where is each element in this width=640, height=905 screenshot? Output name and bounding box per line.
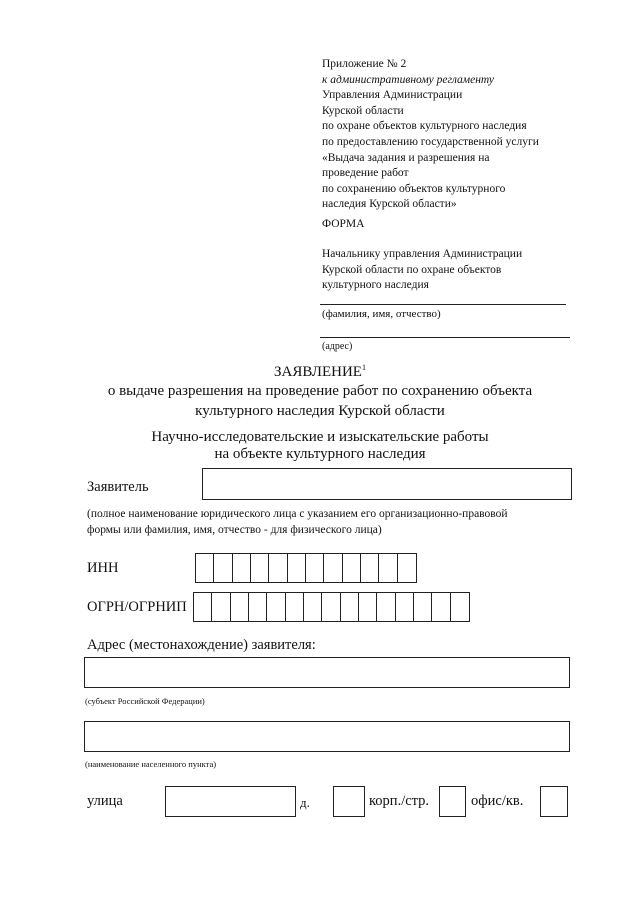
- inn-digit-cell[interactable]: [398, 554, 416, 582]
- subject-field[interactable]: [84, 657, 570, 688]
- addressee-line: Начальнику управления Администрации: [322, 248, 523, 260]
- ogrn-digit-cell[interactable]: [341, 593, 359, 621]
- addressee-line: культурного наследия: [322, 279, 429, 292]
- title-line-1: о выдаче разрешения на проведение работ по сохранению объекта: [107, 383, 533, 399]
- settlement-field[interactable]: [84, 721, 570, 752]
- appendix-line: к административному регламенту: [322, 73, 495, 86]
- applicant-caption: [87, 506, 577, 538]
- inn-field[interactable]: [195, 553, 417, 583]
- building-label: корп./стр.: [369, 793, 430, 809]
- title-line-2: культурного наследия Курской области: [195, 403, 445, 419]
- ogrn-digit-cell[interactable]: [267, 593, 285, 621]
- address-caption: (адрес): [322, 341, 353, 352]
- settlement-caption: (наименование населенного пункта): [85, 759, 217, 769]
- ogrn-digit-cell[interactable]: [396, 593, 414, 621]
- title-footnote: 1: [361, 363, 366, 372]
- ogrn-digit-cell[interactable]: [451, 593, 469, 621]
- address-line[interactable]: [320, 337, 570, 338]
- ogrn-digit-cell[interactable]: [286, 593, 304, 621]
- house-label: д.: [300, 795, 310, 810]
- inn-digit-cell[interactable]: [343, 554, 361, 582]
- ogrn-digit-cell[interactable]: [231, 593, 249, 621]
- applicant-field[interactable]: [202, 468, 572, 500]
- appendix-line: проведение работ: [322, 167, 409, 180]
- appendix-line: по сохранению объектов культурного: [322, 182, 506, 195]
- applicant-caption-line-1: (полное наименование юридического лица с указанием его организационно-правовой: [87, 508, 508, 520]
- inn-digit-cell[interactable]: [324, 554, 342, 582]
- appendix-line: Приложение № 2: [322, 58, 407, 70]
- ogrn-digit-cell[interactable]: [377, 593, 395, 621]
- street-label: улица: [87, 793, 123, 809]
- form-label: ФОРМА: [322, 218, 365, 230]
- office-field[interactable]: [540, 786, 568, 817]
- appendix-line: «Выдача задания и разрешения на: [322, 151, 490, 164]
- appendix-line: по охране объектов культурного наследия: [322, 120, 527, 133]
- inn-digit-cell[interactable]: [233, 554, 251, 582]
- subject-caption: (субъект Российской Федерации): [85, 696, 205, 706]
- work-type-line-2: на объекте культурного наследия: [214, 446, 426, 462]
- work-type-line-1: Научно-исследовательские и изыскательские работы: [151, 429, 489, 445]
- ogrn-digit-cell[interactable]: [322, 593, 340, 621]
- ogrn-digit-cell[interactable]: [194, 593, 212, 621]
- ogrn-digit-cell[interactable]: [414, 593, 432, 621]
- ogrn-digit-cell[interactable]: [212, 593, 230, 621]
- applicant-caption-line-2: формы или фамилия, имя, отчество - для физического лица): [87, 524, 382, 536]
- title-heading: ЗАЯВЛЕНИЕ: [274, 364, 362, 380]
- ogrn-digit-cell[interactable]: [304, 593, 322, 621]
- appendix-header: [322, 57, 622, 213]
- addressee-line: Курской области по охране объектов: [322, 263, 502, 276]
- inn-digit-cell[interactable]: [379, 554, 397, 582]
- address-heading: Адрес (местонахождение) заявителя:: [87, 637, 316, 653]
- title-description: [0, 381, 640, 421]
- inn-digit-cell[interactable]: [196, 554, 214, 582]
- ogrn-digit-cell[interactable]: [359, 593, 377, 621]
- street-field[interactable]: [165, 786, 296, 817]
- office-label: офис/кв.: [471, 793, 524, 809]
- inn-digit-cell[interactable]: [214, 554, 232, 582]
- applicant-label: Заявитель: [87, 479, 149, 495]
- inn-digit-cell[interactable]: [306, 554, 324, 582]
- building-field[interactable]: [439, 786, 466, 817]
- appendix-line: по предоставлению государственной услуги: [322, 135, 539, 148]
- inn-label: ИНН: [87, 560, 119, 576]
- house-field[interactable]: [333, 786, 365, 817]
- appendix-line: наследия Курской области»: [322, 198, 457, 211]
- inn-digit-cell[interactable]: [269, 554, 287, 582]
- addressee-block: [322, 247, 522, 294]
- ogrn-field[interactable]: [193, 592, 470, 622]
- inn-digit-cell[interactable]: [251, 554, 269, 582]
- inn-digit-cell[interactable]: [288, 554, 306, 582]
- inn-digit-cell[interactable]: [361, 554, 379, 582]
- fio-caption: (фамилия, имя, отчество): [322, 308, 441, 320]
- work-type: [0, 429, 640, 463]
- document-title: [0, 363, 640, 381]
- appendix-line: Курской области: [322, 104, 404, 117]
- ogrn-digit-cell[interactable]: [249, 593, 267, 621]
- fio-line[interactable]: [320, 304, 566, 305]
- ogrn-label: ОГРН/ОГРНИП: [87, 599, 187, 615]
- ogrn-digit-cell[interactable]: [432, 593, 450, 621]
- appendix-line: Управления Администрации: [322, 89, 463, 102]
